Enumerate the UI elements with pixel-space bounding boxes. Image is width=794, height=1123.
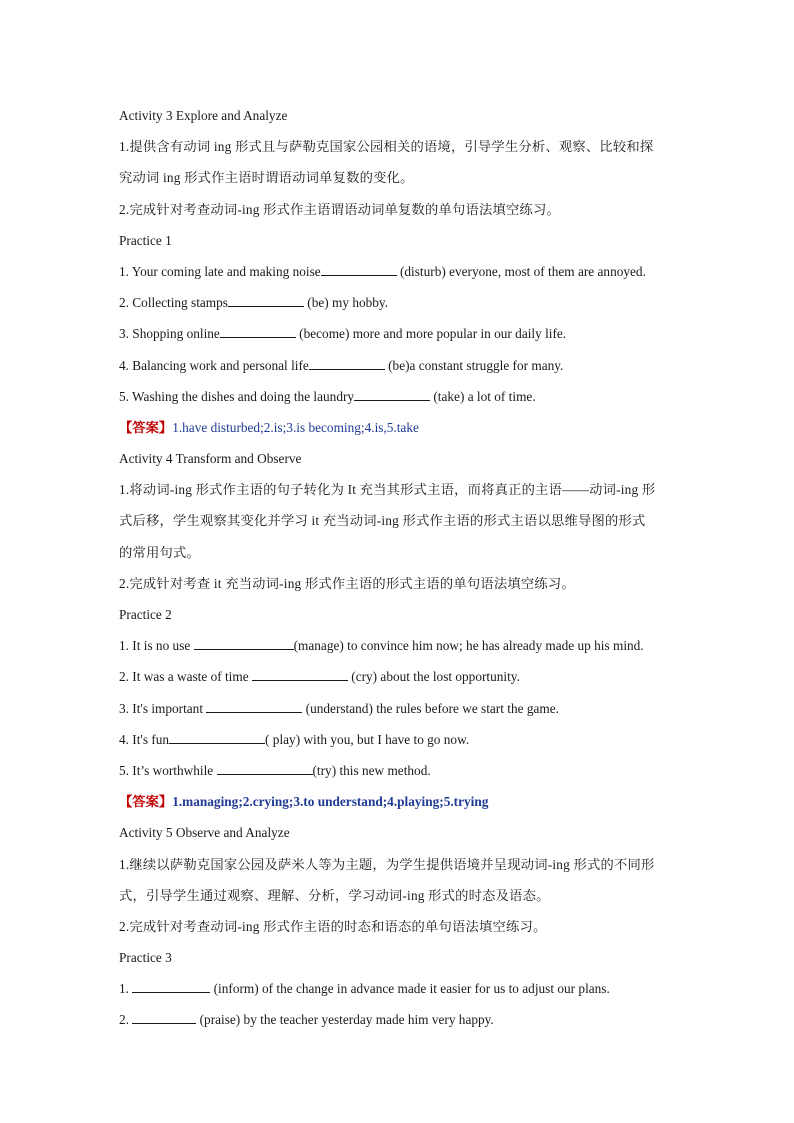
- activity-3-desc-1b: 究动词 ing 形式作主语时谓语动词单复数的变化。: [119, 170, 414, 186]
- activity-3-desc-2: 2.完成针对考查动词-ing 形式作主语谓语动词单复数的单句语法填空练习。: [119, 201, 561, 217]
- item-text: (try) this new method.: [312, 762, 431, 778]
- practice-1-item: [119, 318, 679, 349]
- answer-blank[interactable]: [194, 636, 294, 650]
- item-text: 4. It's fun: [119, 731, 170, 747]
- item-text: (disturb) everyone, most of them are annoyed.: [396, 263, 646, 279]
- practice-2-answer: [119, 786, 679, 817]
- answer-text: 1.have disturbed;2.is;3.is becoming;4.is,5.take: [172, 419, 419, 435]
- item-text: 2. It was a waste of time: [119, 669, 252, 685]
- answer-blank[interactable]: [309, 356, 385, 370]
- item-text: 1.: [119, 981, 133, 997]
- item-text: 1. Your coming late and making noise: [119, 263, 321, 279]
- practice-2-item: [119, 630, 679, 661]
- item-text: (inform) of the change in advance made it easier for us to adjust our plans.: [210, 981, 610, 997]
- practice-1-item: [119, 256, 679, 287]
- answer-blank[interactable]: [321, 262, 397, 276]
- practice-2-title: Practice 2: [119, 607, 172, 622]
- activity-3-desc-1a: 1.提供含有动词 ing 形式且与萨勒克国家公园相关的语境，引导学生分析、观察、比较和探: [119, 139, 654, 155]
- item-text: 2.: [119, 1012, 133, 1028]
- activity-4-title: Activity 4 Transform and Observe: [119, 451, 302, 467]
- practice-1-answer: [119, 412, 679, 443]
- practice-3-title: Practice 3: [119, 950, 172, 966]
- practice-3-item: [119, 973, 679, 1004]
- activity-5-desc-1a: 1.继续以萨勒克国家公园及萨米人等为主题，为学生提供语境并呈现动词-ing 形式的不同形: [119, 856, 655, 872]
- item-text: 2. Collecting stamps: [119, 295, 228, 311]
- item-text: (understand) the rules before we start the game.: [302, 700, 559, 716]
- activity-5-title: Activity 5 Observe and Analyze: [119, 825, 290, 841]
- item-text: ( play) with you, but I have to go now.: [265, 731, 470, 747]
- practice-1-title: Practice 1: [119, 232, 172, 248]
- practice-1-item: [119, 381, 679, 412]
- practice-2-item: [119, 724, 679, 755]
- answer-blank[interactable]: [228, 293, 304, 307]
- practice-3-item: [119, 1004, 679, 1035]
- answer-label: 【答案】: [119, 419, 173, 435]
- item-text: 5. It’s worthwhile: [119, 762, 217, 778]
- item-text: (be)a constant struggle for many.: [384, 357, 564, 373]
- item-text: (praise) by the teacher yesterday made him very happy.: [196, 1012, 494, 1028]
- item-text: 5. Washing the dishes and doing the laundry: [119, 388, 355, 404]
- practice-1-item: [119, 287, 679, 318]
- answer-text: 1.managing;2.crying;3.to understand;4.playing;5.trying: [172, 794, 489, 810]
- answer-blank[interactable]: [169, 730, 265, 744]
- practice-2-item: [119, 661, 679, 692]
- item-text: (take) a lot of time.: [430, 388, 536, 404]
- answer-blank[interactable]: [217, 761, 313, 775]
- activity-4-desc-1c: 的常用句式。: [119, 544, 200, 560]
- activity-5-desc-1b: 式，引导学生通过观察、理解、分析，学习动词-ing 形式的时态及语态。: [119, 887, 550, 903]
- item-text: (manage) to convince him now; he has already made up his mind.: [293, 638, 644, 654]
- answer-label: 【答案】: [119, 794, 173, 810]
- answer-blank[interactable]: [132, 979, 210, 993]
- activity-5-desc-2: 2.完成针对考查动词-ing 形式作主语的时态和语态的单句语法填空练习。: [119, 918, 547, 934]
- item-text: 1. It is no use: [119, 638, 194, 654]
- answer-blank[interactable]: [354, 387, 430, 401]
- item-text: 3. Shopping online: [119, 326, 220, 342]
- answer-blank[interactable]: [132, 1010, 196, 1024]
- answer-blank[interactable]: [206, 699, 302, 713]
- item-text: (cry) about the lost opportunity.: [347, 669, 520, 685]
- activity-4-desc-2: 2.完成针对考查 it 充当动词-ing 形式作主语的形式主语的单句语法填空练习。: [119, 575, 575, 591]
- document-body: [119, 100, 679, 1036]
- item-text: 3. It's important: [119, 700, 207, 716]
- item-text: (become) more and more popular in our daily life.: [295, 326, 567, 342]
- practice-1-item: [119, 350, 679, 381]
- practice-2-item: [119, 755, 679, 786]
- item-text: 4. Balancing work and personal life: [119, 357, 309, 373]
- activity-4-desc-1b: 式后移，学生观察其变化并学习 it 充当动词-ing 形式作主语的形式主语以思维导图的形式: [119, 513, 646, 529]
- answer-blank[interactable]: [220, 324, 296, 338]
- item-text: (be) my hobby.: [303, 295, 389, 311]
- practice-2-item: [119, 693, 679, 724]
- activity-3-title: Activity 3 Explore and Analyze: [119, 108, 288, 123]
- answer-blank[interactable]: [252, 667, 348, 681]
- activity-4-desc-1a: 1.将动词-ing 形式作主语的句子转化为 It 充当其形式主语，而将真正的主语——动词-ing 形: [119, 482, 656, 498]
